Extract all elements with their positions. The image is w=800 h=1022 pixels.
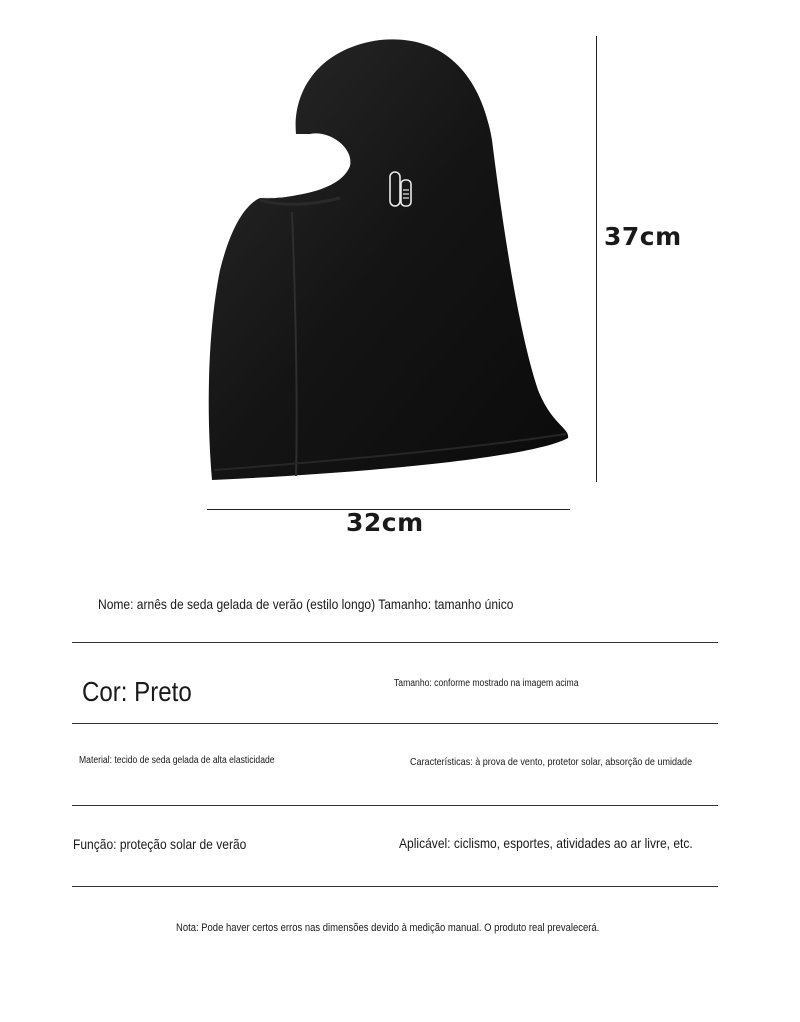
- measurement-note: Nota: Pode haver certos erros nas dimensões devido à medição manual. O produto real prevalecerá.: [176, 922, 600, 934]
- product-color: Cor: Preto: [82, 676, 192, 707]
- divider: [72, 886, 718, 887]
- product-name-size: Nome: arnês de seda gelada de verão (estilo longo) Tamanho: tamanho único: [98, 596, 514, 612]
- product-features: Características: à prova de vento, protetor solar, absorção de umidade: [410, 756, 693, 768]
- product-function: Função: proteção solar de verão: [73, 836, 247, 852]
- balaclava-mask-icon: [200, 30, 580, 490]
- product-applicable: Aplicável: ciclismo, esportes, atividades ao ar livre, etc.: [399, 835, 693, 851]
- product-size: Tamanho: conforme mostrado na imagem acima: [394, 678, 579, 689]
- width-dimension-label: 32cm: [346, 508, 424, 537]
- divider: [72, 642, 718, 643]
- divider: [72, 805, 718, 806]
- height-dimension-label: 37cm: [604, 222, 682, 251]
- product-material: Material: tecido de seda gelada de alta elasticidade: [79, 755, 275, 766]
- divider: [72, 723, 718, 724]
- height-dimension-line: [596, 36, 597, 482]
- balaclava-image: [200, 30, 580, 490]
